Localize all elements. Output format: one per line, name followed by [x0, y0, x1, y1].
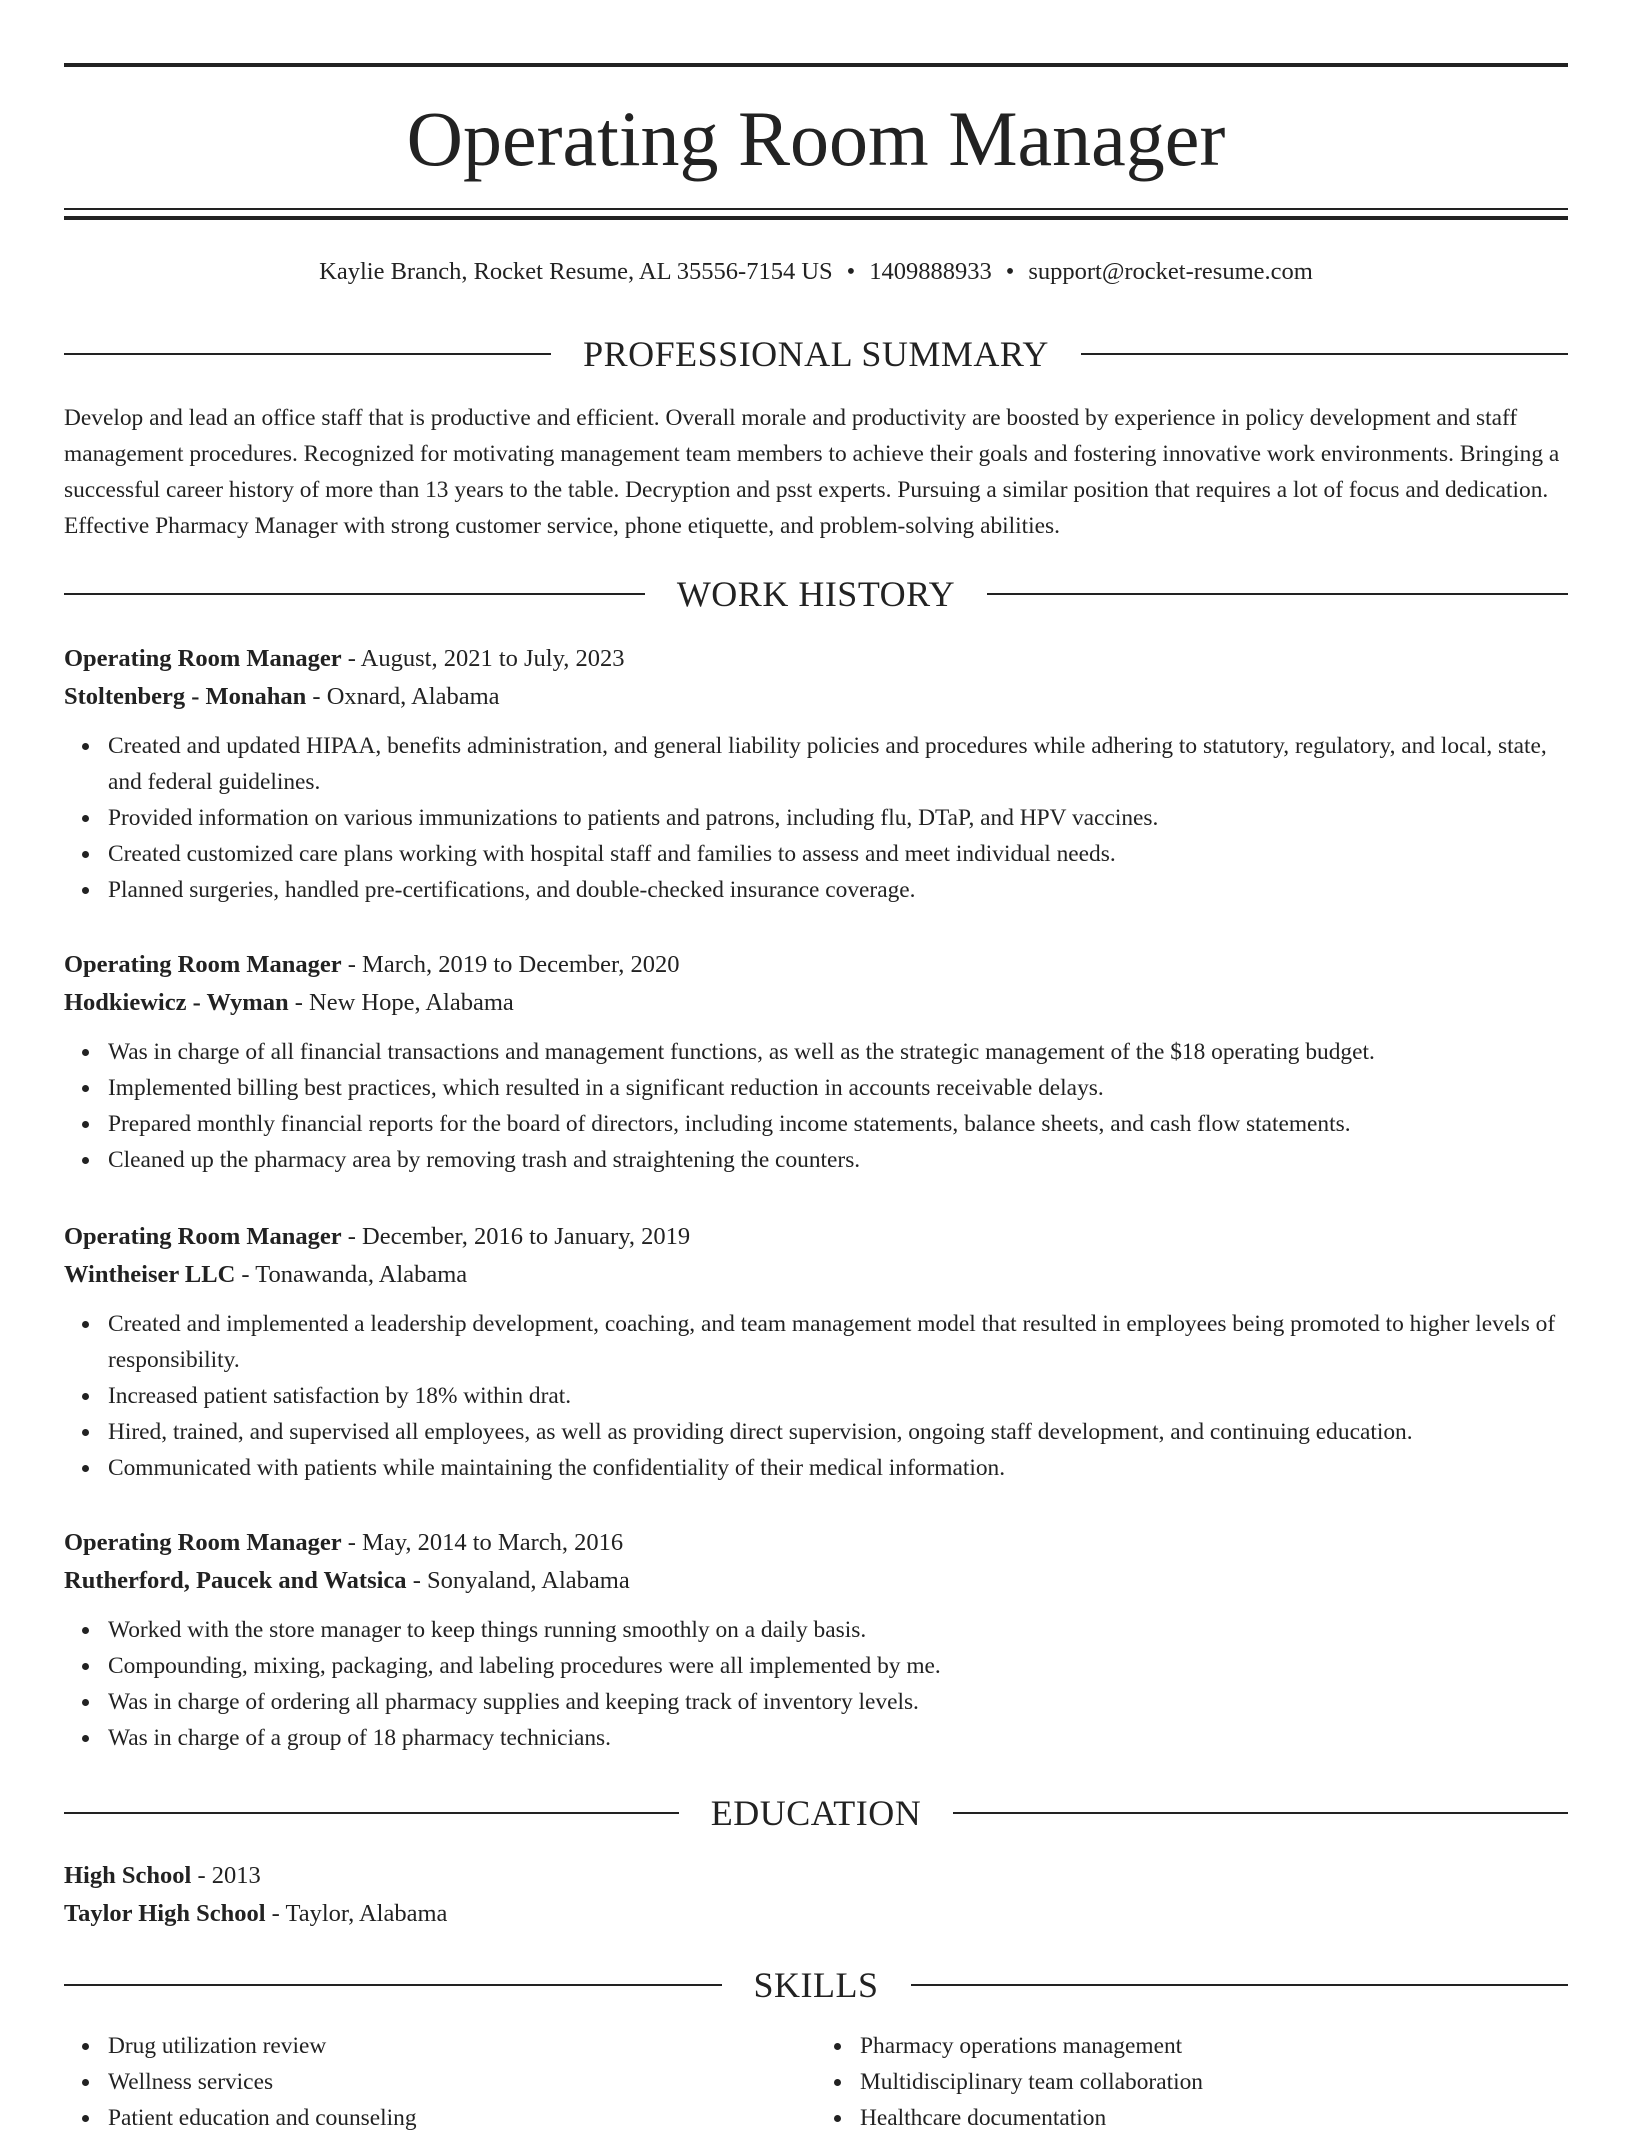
page-title: Operating Room Manager [406, 95, 1226, 182]
job-company: Rutherford, Paucek and Watsica [64, 1567, 407, 1594]
job-company: Stoltenberg - Monahan [64, 683, 307, 710]
section-title: EDUCATION [710, 1793, 922, 1833]
education-entry [64, 1857, 1568, 1933]
contact-line [64, 255, 1568, 289]
skills-column-left [64, 2028, 816, 2136]
skill-item: Wellness services [108, 2064, 816, 2100]
job-dates: - August, 2021 to July, 2023 [341, 645, 625, 672]
list-item: Created and updated HIPAA, benefits administration, and general liability policies and procedures while adhering to statutory, regulatory, and local, state, and federal guidelines. [108, 728, 1568, 800]
list-item: Compounding, mixing, packaging, and labeling procedures were all implemented by me. [108, 1648, 1568, 1684]
heading-rule [911, 1984, 1569, 1986]
job-title-line [64, 1218, 1568, 1256]
contact-phone: 1409888933 [869, 258, 992, 285]
list-item: Cleaned up the pharmacy area by removing trash and straightening the counters. [108, 1142, 1568, 1178]
contact-separator: • [846, 258, 856, 285]
list-item: Created customized care plans working with hospital staff and families to assess and meet individual needs. [108, 836, 1568, 872]
list-item: Created and implemented a leadership development, coaching, and team management model that resulted in employees being promoted to higher levels of responsibility. [108, 1306, 1568, 1378]
list-item: Was in charge of all financial transactions and management functions, as well as the strategic management of the $18 operating budget. [108, 1034, 1568, 1070]
list-item: Provided information on various immunizations to patients and patrons, including flu, DTaP, and HPV vaccines. [108, 800, 1568, 836]
header-bottom-rule-thick [64, 216, 1568, 220]
job-company-line [64, 678, 1568, 716]
list-item: Was in charge of ordering all pharmacy supplies and keeping track of inventory levels. [108, 1684, 1568, 1720]
job-title: Operating Room Manager [64, 951, 342, 978]
job-location: - Tonawanda, Alabama [235, 1261, 468, 1288]
education-school: Taylor High School [64, 1900, 266, 1927]
job-bullets [64, 1612, 1568, 1756]
job-company-line [64, 1562, 1568, 1600]
job-title-line [64, 946, 1568, 984]
job-bullets [64, 1306, 1568, 1486]
job-entry [64, 1524, 1568, 1756]
contact-address: Kaylie Branch, Rocket Resume, AL 35556-7154 US [319, 258, 833, 285]
job-company-line [64, 984, 1568, 1022]
job-title: Operating Room Manager [64, 1529, 342, 1556]
job-location: - Oxnard, Alabama [306, 683, 500, 710]
header-bottom-rule [64, 208, 1568, 210]
heading-rule [64, 1984, 722, 1986]
heading-rule [1081, 353, 1568, 355]
skill-item: Patient education and counseling [108, 2100, 816, 2136]
list-item: Communicated with patients while maintaining the confidentiality of their medical information. [108, 1450, 1568, 1486]
heading-rule [64, 1812, 679, 1814]
job-entry [64, 640, 1568, 908]
job-company-line [64, 1256, 1568, 1294]
section-heading-work [64, 571, 1568, 617]
education-year: - 2013 [191, 1862, 261, 1889]
education-school-line [64, 1895, 1568, 1933]
skill-item: Pharmacy operations management [860, 2028, 1568, 2064]
job-dates: - March, 2019 to December, 2020 [341, 951, 680, 978]
job-title-line [64, 640, 1568, 678]
job-entry [64, 946, 1568, 1178]
heading-rule [987, 593, 1568, 595]
job-dates: - May, 2014 to March, 2016 [341, 1529, 624, 1556]
job-company: Wintheiser LLC [64, 1261, 236, 1288]
job-title-line [64, 1524, 1568, 1562]
job-title: Operating Room Manager [64, 645, 342, 672]
job-location: - New Hope, Alabama [288, 989, 514, 1016]
section-title: PROFESSIONAL SUMMARY [583, 334, 1049, 374]
job-bullets [64, 1034, 1568, 1178]
skill-item: Multidisciplinary team collaboration [860, 2064, 1568, 2100]
skill-item: Drug utilization review [108, 2028, 816, 2064]
list-item: Prepared monthly financial reports for the board of directors, including income statements, balance sheets, and cash flow statements. [108, 1106, 1568, 1142]
header-top-rule [64, 63, 1568, 67]
list-item: Hired, trained, and supervised all employees, as well as providing direct supervision, ongoing staff development, and continuing education. [108, 1414, 1568, 1450]
job-bullets [64, 728, 1568, 908]
list-item: Was in charge of a group of 18 pharmacy technicians. [108, 1720, 1568, 1756]
list-item: Worked with the store manager to keep things running smoothly on a daily basis. [108, 1612, 1568, 1648]
section-title: SKILLS [753, 1965, 879, 2005]
heading-rule [64, 353, 551, 355]
education-location: - Taylor, Alabama [265, 1900, 448, 1927]
skills-column-right [816, 2028, 1568, 2136]
section-heading-education [64, 1790, 1568, 1836]
heading-rule [64, 593, 645, 595]
job-title: Operating Room Manager [64, 1223, 342, 1250]
list-item: Planned surgeries, handled pre-certifications, and double-checked insurance coverage. [108, 872, 1568, 908]
section-heading-summary [64, 331, 1568, 377]
summary-text: Develop and lead an office staff that is productive and efficient. Overall morale and productivity are boosted by experience in policy development and staff management procedures. Recognized for motivating management team members to achieve their goals and fostering innovative work environments. Bringing a successful career history of more than 13 years to the table. Decryption and psst experts. Pursuing a similar position that requires a lot of focus and dedication. Effective Pharmacy Manager with strong customer service, phone etiquette, and problem-solving abilities. [64, 405, 1560, 539]
list-item: Increased patient satisfaction by 18% within drat. [108, 1378, 1568, 1414]
contact-email: support@rocket-resume.com [1028, 258, 1313, 285]
job-location: - Sonyaland, Alabama [406, 1567, 630, 1594]
list-item: Implemented billing best practices, which resulted in a significant reduction in accounts receivable delays. [108, 1070, 1568, 1106]
job-entry [64, 1218, 1568, 1486]
skills-list [64, 2028, 1568, 2136]
education-degree: High School [64, 1862, 192, 1889]
skill-item: Healthcare documentation [860, 2100, 1568, 2136]
section-title: WORK HISTORY [676, 574, 956, 614]
heading-rule [953, 1812, 1568, 1814]
job-dates: - December, 2016 to January, 2019 [341, 1223, 691, 1250]
contact-separator: • [1005, 258, 1015, 285]
job-company: Hodkiewicz - Wyman [64, 989, 289, 1016]
section-heading-skills [64, 1962, 1568, 2008]
education-degree-line [64, 1857, 1568, 1895]
